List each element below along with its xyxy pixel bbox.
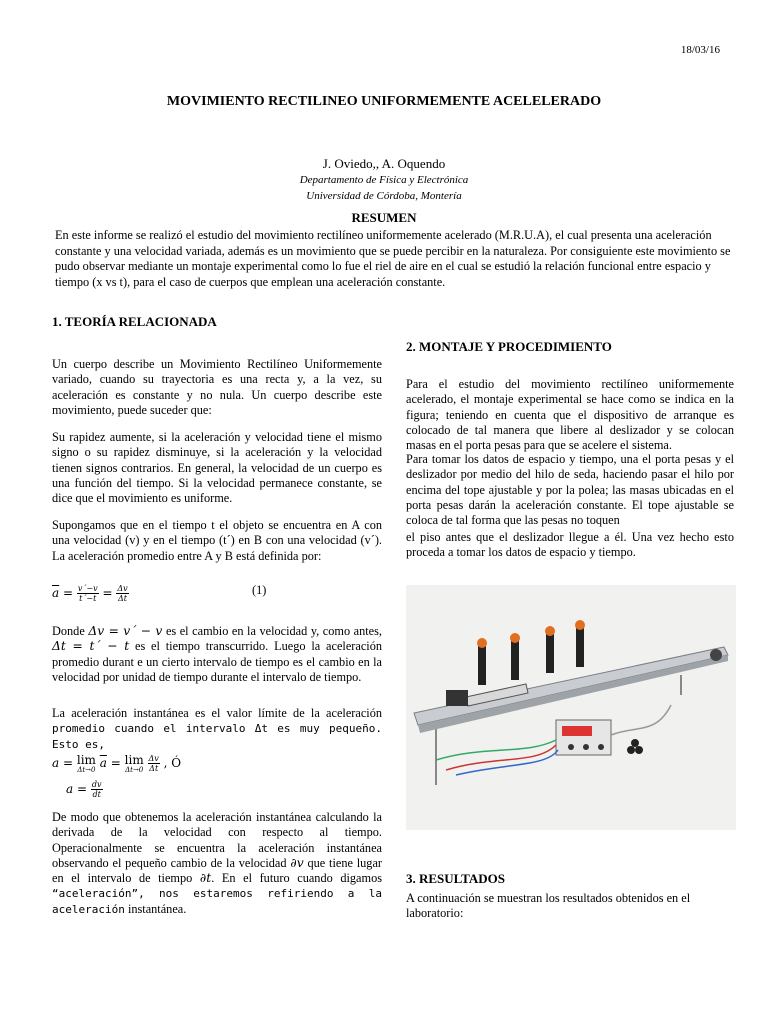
eq1-num-2: Δv	[117, 584, 128, 593]
author-names: J. Oviedo,, A. Oquendo	[322, 156, 446, 171]
eq1-fraction-2	[116, 584, 128, 603]
eq2-tail: , Ó	[163, 756, 182, 770]
eq2-limit-2: lim Δt→0	[124, 753, 144, 774]
section3-heading: 3. RESULTADOS	[406, 871, 505, 886]
section1-paragraph-2: Su rapidez aumente, si la aceleración y velocidad tiene el mismo signo o su rapidez disminuye, si la aceleración y la velocidad tienen signos contrarios. En general, la velocidad de un cuerpo es una función del tiempo. Si la velocidad permanece constante, se dice que el movimiento es uniforme.	[52, 430, 382, 506]
p4-delta-t: Δt = t´ − t	[52, 639, 130, 654]
eq2-a: a	[52, 756, 60, 770]
section1-heading: 1. TEORÍA RELACIONADA	[52, 314, 217, 329]
p4-delta-v: Δv = v´ − v	[88, 624, 163, 638]
experimental-setup-photo	[406, 585, 736, 830]
section1-paragraph-5	[52, 706, 382, 752]
p6-text-a: De modo que obtenemos la aceleración instantánea calculando la derivada de la velocidad con respecto al tiempo. Operacionalmente se encuentra la aceleración instantánea observando el pequeño cambio de la velocidad	[52, 810, 382, 870]
section1-paragraph-1: Un cuerpo describe un Movimiento Rectilíneo Uniformemente variado, cuando su trayectoria es una recta y, a la vez, su aceleración es constante y no nula. Un cuerpo describe este movimiento, puede suceder que:	[52, 357, 382, 417]
p6-text-e: instantánea.	[127, 901, 187, 916]
p5-text-b: promedio cuando el intervalo Δt es muy pequeño. Esto es,	[52, 722, 382, 751]
air-track-illustration	[406, 585, 736, 830]
eq1-equals: =	[62, 586, 74, 600]
section1-paragraph-6	[52, 810, 382, 917]
eq1-den-2: Δt	[117, 594, 127, 603]
eq1-a-bar: $\overline{a}$	[52, 586, 60, 600]
section2-paragraph-2: Para tomar los datos de espacio y tiempo, una el porta pesas y el deslizador por medio del hilo de seda, haciendo pasar el hilo por encima del tope ajustable y por la polea; las masas ubicadas en el porta pesas darán la aceleración constante. El tope ajustable se coloca de tal forma que las pesas no toquen	[406, 452, 734, 528]
section3-paragraph-1: A continuación se muestran los resultados obtenidos en el laboratorio:	[406, 891, 691, 921]
eq2-limit-1: lim Δt→0	[76, 753, 96, 774]
eq2-a-bar: $\overline{a}$	[99, 756, 107, 770]
eq3-a: a	[66, 782, 74, 796]
p6-partial-t: ∂t	[199, 871, 212, 886]
equation-2	[52, 750, 382, 780]
section2-heading: 2. MONTAJE Y PROCEDIMIENTO	[406, 339, 612, 354]
equation-3	[66, 780, 103, 806]
p5-text-a: La aceleración instantánea es el valor límite de la aceleración	[52, 706, 382, 720]
section1-paragraph-4	[52, 624, 382, 685]
author-university: Universidad de Córdoba, Montería	[306, 190, 462, 202]
eq1-label: (1)	[252, 583, 267, 597]
eq2-equals-2: =	[110, 756, 121, 770]
paper-title: MOVIMIENTO RECTILINEO UNIFORMEMENTE ACELELERADO	[166, 94, 602, 109]
author-department: Departamento de Física y Electrónica	[299, 174, 469, 186]
eq1-fraction-1	[77, 584, 99, 603]
eq2-equals: =	[62, 756, 74, 770]
p6-text-d: “aceleración”, nos estaremos refiriendo a la aceleración	[52, 887, 382, 916]
section2-paragraph-1: Para el estudio del movimiento rectilíneo uniformemente acelerado, el montaje experimental se hace como se indica en la figura; teniendo en cuenta que el dispositivo de arranque es colocado de tal manera que libere al deslizador y se colocan masas en el porta pesas para que se acelere el sistema.	[406, 377, 734, 453]
equation-1	[52, 578, 382, 606]
eq1-den-1: t´−t	[79, 594, 97, 603]
page-date: 18/03/16	[680, 44, 720, 56]
p6-text-c: . En el futuro cuando digamos	[211, 871, 383, 886]
section1-paragraph-3: Supongamos que en el tiempo t el objeto se encuentra en A con una velocidad (v) y en el tiempo (t´) en B con una velocidad (v´). La aceleración promedio entre A y B está definida por:	[52, 518, 382, 563]
eq1-num-1: v´−v	[77, 584, 98, 593]
eq3-equals: =	[76, 782, 88, 796]
p4-text-b: es el cambio en la velocidad y, como antes,	[165, 624, 383, 638]
eq3-fraction: $\frac{dv}{dt}$	[91, 780, 102, 799]
p4-text-c: es el tiempo transcurrido. Luego la aceleración promedio durant e un cierto intervalo de tiempo es el cambio en la velocidad por unidad de tiempo durante el intervalo de tiempo.	[52, 639, 383, 684]
abstract-text: En este informe se realizó el estudio del movimiento rectilíneo uniformemente acelerado (M.R.U.A), el cual presenta una aceleración constante y una velocidad variada, además es un movimiento que se puede percibir en la naturaleza. Por consiguiente este movimiento se pudo observar mediante un montaje experimental como lo fue el riel de aire en el cual se estudió la relación funcional entre espacio y tiempo (x vs t), para el caso de cuerpos que emplean una aceleración constante.	[55, 228, 731, 289]
eq1-equals-2: =	[102, 586, 113, 600]
section2-paragraph-3: el piso antes que el deslizador llegue a él. Una vez hecho esto proceda a tomar los datos de espacio y tiempo.	[406, 530, 734, 560]
p6-partial-v: ∂v	[290, 855, 304, 870]
eq2-fraction: $\frac{\Delta v}{\Delta t}$	[148, 754, 159, 773]
p4-text-a: Donde	[52, 624, 85, 638]
p6-text-b: que tiene lugar en el intervalo de tiempo	[52, 855, 382, 886]
abstract-heading: RESUMEN	[351, 210, 417, 225]
